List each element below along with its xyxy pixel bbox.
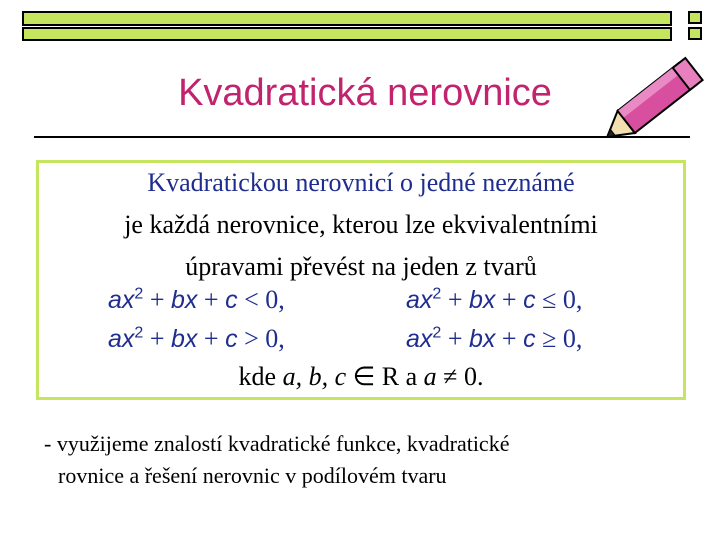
definition-line-3: úpravami převést na jeden z tvarů bbox=[185, 252, 537, 281]
header-square-bottom bbox=[688, 27, 702, 40]
header-square-top bbox=[688, 11, 702, 24]
definition-line-2: je každá nerovnice, kterou lze ekvivalentními bbox=[124, 210, 598, 239]
slide-title: Kvadratická nerovnice bbox=[178, 72, 552, 114]
title-underline bbox=[34, 136, 690, 138]
definition-condition: kde a, b, c ∈ R a a ≠ 0. bbox=[238, 362, 484, 391]
inequality-form-4: $ax^2$ + bx + c ≥ 0, bbox=[406, 324, 583, 353]
inequality-form-2: $ax^2$ + bx + c ≤ 0, bbox=[406, 285, 583, 314]
inequality-form-3: $ax^2$ + bx + c > 0, bbox=[108, 324, 285, 353]
header-bar-bottom bbox=[22, 27, 672, 41]
header-bar-top bbox=[22, 11, 672, 26]
note-line-2: rovnice a řešení nerovnic v podílovém tvaru bbox=[58, 463, 447, 488]
inequality-form-1: $ax^2$ + bx + c < 0, bbox=[108, 285, 285, 314]
definition-line-1: Kvadratickou nerovnicí o jedné neznámé bbox=[147, 168, 575, 197]
note-line-1: - využijeme znalostí kvadratické funkce, kvadratické bbox=[44, 431, 510, 456]
note-text bbox=[44, 428, 684, 492]
